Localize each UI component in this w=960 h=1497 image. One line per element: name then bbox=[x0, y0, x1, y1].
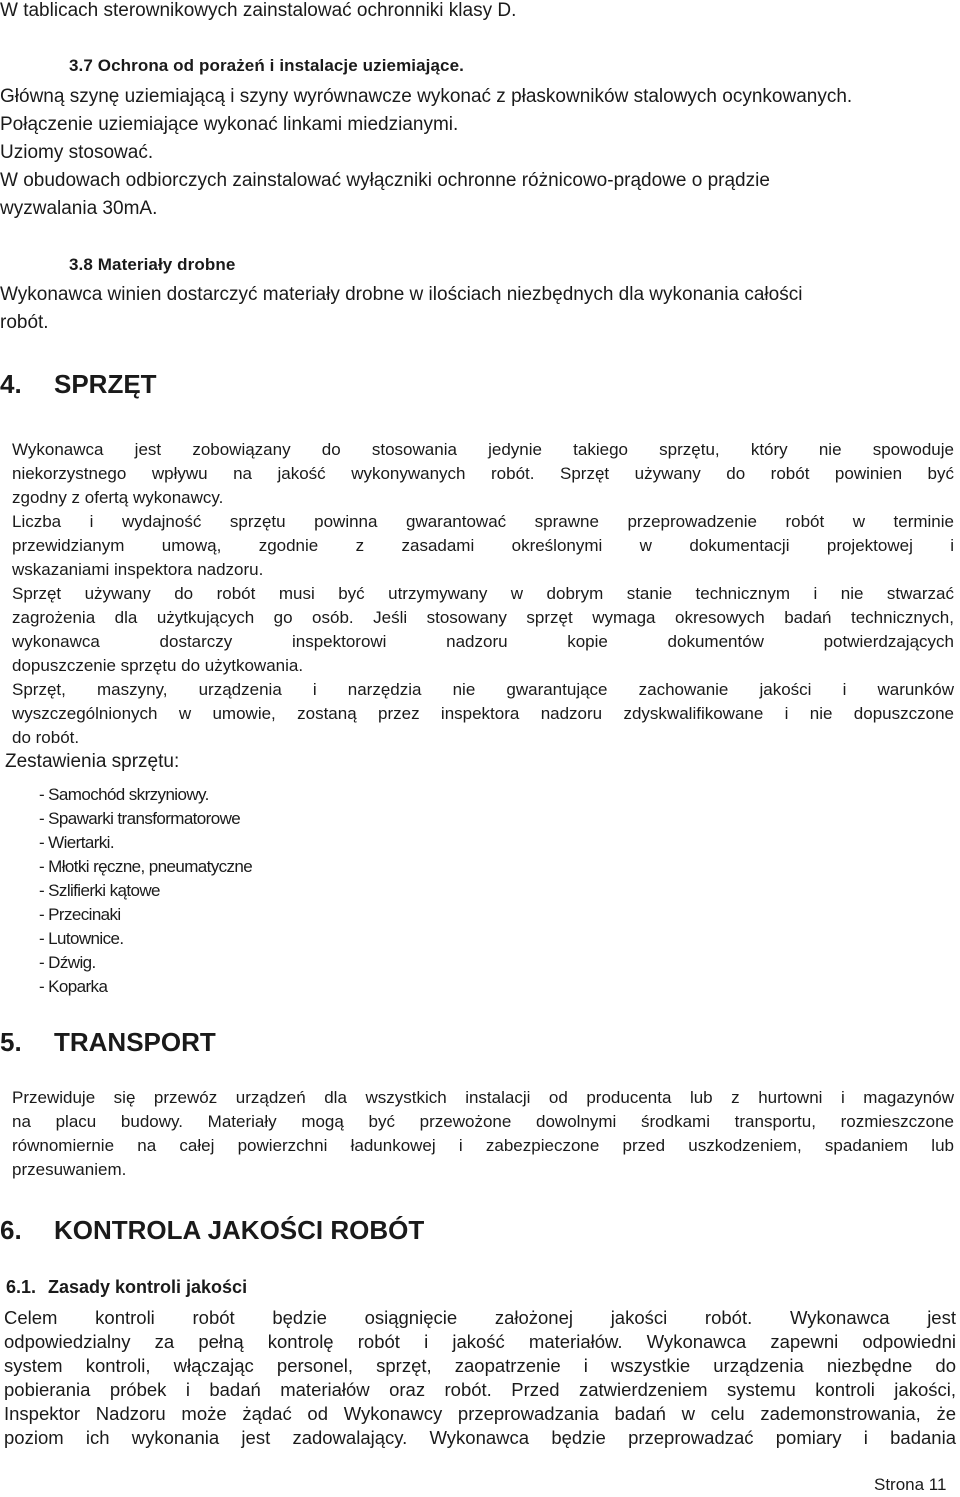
body-line: robót. bbox=[0, 312, 49, 333]
body-line: Połączenie uziemiające wykonać linkami miedzianymi. bbox=[0, 114, 459, 135]
body-line: odpowiedzialny za pełną kontrolę robót i jakość materiałów. Wykonawca zapewni odpowiedni bbox=[4, 1331, 956, 1352]
body-line: wykonawca dostarczy inspektorowi nadzoru kopie dokumentów potwierdzających bbox=[12, 632, 954, 651]
body-line: Liczba i wydajność sprzętu powinna gwarantować sprawne przeprowadzenie robót w terminie bbox=[12, 512, 954, 531]
section-3-7-heading: 3.7 Ochrona od porażeń i instalacje uziemiające. bbox=[69, 56, 464, 75]
body-line: wskazaniami inspektora nadzoru. bbox=[12, 560, 264, 579]
body-line: pobierania próbek i badań materiałów oraz robót. Przed zatwierdzeniem systemu kontroli jakości, bbox=[4, 1379, 956, 1400]
list-item: - Koparka bbox=[39, 977, 108, 996]
body-line: Sprzęt, maszyny, urządzenia i narzędzia nie gwarantujące zachowanie jakości i warunków bbox=[12, 680, 954, 699]
section-5-number: 5. bbox=[0, 1027, 22, 1057]
equipment-list-title: Zestawienia sprzętu: bbox=[5, 751, 180, 772]
section-6-title: KONTROLA JAKOŚCI ROBÓT bbox=[54, 1215, 425, 1245]
list-item: - Wiertarki. bbox=[39, 833, 114, 852]
body-line: wyszczególnionych w umowie, zostaną przez inspektora nadzoru zdyskwalifikowane i nie dopuszczone bbox=[12, 704, 954, 723]
list-item: - Spawarki transformatorowe bbox=[39, 809, 241, 828]
body-line: na placu budowy. Materiały mogą być przewożone dowolnymi środkami transportu, rozmieszczone bbox=[12, 1112, 954, 1131]
body-line: zgodny z ofertą wykonawcy. bbox=[12, 488, 224, 507]
body-line: system kontroli, włączając personel, sprzęt, zaopatrzenie i wszystkie urządzenia niezbędne do bbox=[4, 1355, 956, 1376]
list-item: - Szlifierki kątowe bbox=[39, 881, 160, 900]
body-line: niekorzystnego wpływu na jakość wykonywanych robót. Sprzęt używany do robót powinien być bbox=[12, 464, 954, 483]
body-line: przesuwaniem. bbox=[12, 1160, 127, 1179]
list-item: - Dźwig. bbox=[39, 953, 96, 972]
list-item: - Przecinaki bbox=[39, 905, 121, 924]
body-line: Przewiduje się przewóz urządzeń dla wszystkich instalacji od producenta lub z hurtowni i magazynów bbox=[12, 1088, 954, 1107]
body-line: Wykonawca winien dostarczyć materiały drobne w ilościach niezbędnych dla wykonania całości bbox=[0, 284, 803, 305]
list-item: - Lutownice. bbox=[39, 929, 124, 948]
body-line: Główną szynę uziemiającą i szyny wyrównawcze wykonać z płaskowników stalowych ocynkowanych. bbox=[0, 86, 853, 107]
body-line: poziom ich wykonania jest zadowalający. Wykonawca będzie przeprowadzać pomiary i badania bbox=[4, 1427, 956, 1448]
list-item: - Młotki ręczne, pneumatyczne bbox=[39, 857, 253, 876]
section-6-1-title: Zasady kontroli jakości bbox=[48, 1277, 248, 1297]
body-line: dopuszczenie sprzętu do użytkowania. bbox=[12, 656, 304, 675]
body-line: Wykonawca jest zobowiązany do stosowania jedynie takiego sprzętu, który nie spowoduje bbox=[12, 440, 954, 459]
body-line: przewidzianym umową, zgodnie z zasadami określonymi w dokumentacji projektowej i bbox=[12, 536, 954, 555]
section-6-1-number: 6.1. bbox=[6, 1277, 37, 1297]
body-line: wyzwalania 30mA. bbox=[0, 198, 158, 219]
body-line: równomiernie na całej powierzchni ładunkowej i zabezpieczone przed uszkodzeniem, spadaniem lub bbox=[12, 1136, 954, 1155]
intro-line: W tablicach sterownikowych zainstalować ochronniki klasy D. bbox=[0, 0, 517, 21]
body-line: Sprzęt używany do robót musi być utrzymywany w dobrym stanie technicznym i nie stwarzać bbox=[12, 584, 954, 603]
body-line: Celem kontroli robót będzie osiągnięcie założonej jakości robót. Wykonawca jest bbox=[4, 1307, 956, 1328]
body-line: W obudowach odbiorczych zainstalować wyłączniki ochronne różnicowo-prądowe o prądzie bbox=[0, 170, 770, 191]
section-6-number: 6. bbox=[0, 1215, 22, 1245]
section-4-title: SPRZĘT bbox=[54, 369, 157, 399]
body-line: zagrożenia dla użytkujących go osób. Jeśli stosowany sprzęt wymaga okresowych badań technicznych, bbox=[12, 608, 954, 627]
list-item: - Samochód skrzyniowy. bbox=[39, 785, 209, 804]
section-3-8-heading: 3.8 Materiały drobne bbox=[69, 255, 236, 274]
page-number: Strona 11 bbox=[874, 1475, 947, 1494]
body-line: Uziomy stosować. bbox=[0, 142, 154, 163]
body-line: do robót. bbox=[12, 728, 80, 747]
section-5-title: TRANSPORT bbox=[54, 1027, 216, 1057]
body-line: Inspektor Nadzoru może żądać od Wykonawcy przeprowadzania badań w celu zademonstrowania, że bbox=[4, 1403, 956, 1424]
section-4-number: 4. bbox=[0, 369, 22, 399]
